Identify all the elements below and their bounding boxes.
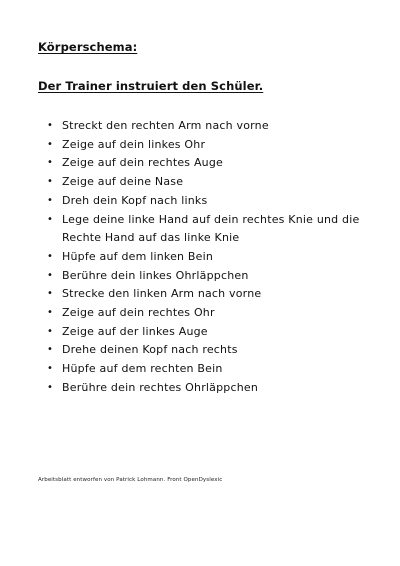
page-title: Körperschema: <box>38 40 138 54</box>
list-item <box>0 267 400 286</box>
list-item-text: Streckt den rechten Arm nach vorne <box>62 119 269 132</box>
list-item-text: Zeige auf dein rechtes Ohr <box>62 306 215 320</box>
bullet-icon: • <box>47 363 54 375</box>
list-item-text: Dreh dein Kopf nach links <box>62 193 208 207</box>
list-item <box>0 211 400 248</box>
list-item <box>0 304 400 323</box>
list-item <box>0 192 400 211</box>
bullet-icon: • <box>47 120 54 131</box>
list-item <box>0 360 400 379</box>
list-item-text: Hüpfe auf dem rechten Bein <box>62 362 223 376</box>
bullet-icon: • <box>47 307 54 319</box>
bullet-icon: • <box>47 325 54 337</box>
list-item-text: Zeige auf der linkes Auge <box>62 324 208 338</box>
list-item-text: Lege deine linke Hand auf dein rechtes Knie und die <box>62 212 360 226</box>
list-item-text: Zeige auf deine Nase <box>62 175 184 189</box>
list-item <box>0 323 400 342</box>
list-item <box>0 379 400 398</box>
list-item <box>0 248 400 267</box>
bullet-icon: • <box>47 381 54 393</box>
list-item-text: Rechte Hand auf das linke Knie <box>62 231 240 245</box>
list-item <box>0 117 400 136</box>
list-item <box>0 154 400 173</box>
list-item-text: Berühre dein rechtes Ohrläppchen <box>62 380 259 394</box>
bullet-icon: • <box>47 157 54 169</box>
instruction-list <box>0 117 400 398</box>
bullet-icon: • <box>47 213 54 225</box>
list-item-text: Hüpfe auf dem linken Bein <box>62 249 214 263</box>
bullet-icon: • <box>47 344 54 356</box>
bullet-icon: • <box>47 138 54 150</box>
page-subtitle: Der Trainer instruiert den Schüler. <box>38 79 264 93</box>
bullet-icon: • <box>47 176 54 188</box>
footer-credit: Arbeitsblatt entworfen von Patrick Lohmann. Front OpenDyslexic <box>38 477 223 483</box>
list-item <box>0 285 400 304</box>
list-item <box>0 173 400 192</box>
bullet-icon: • <box>47 194 54 206</box>
list-item-text: Zeige auf dein linkes Ohr <box>62 137 206 151</box>
list-item-text: Strecke den linken Arm nach vorne <box>62 287 262 301</box>
list-item <box>0 341 400 360</box>
bullet-icon: • <box>47 250 54 262</box>
list-item-text: Berühre dein linkes Ohrläppchen <box>62 268 249 282</box>
bullet-icon: • <box>47 269 54 281</box>
list-item-text: Drehe deinen Kopf nach rechts <box>62 343 238 357</box>
list-item <box>0 136 400 155</box>
bullet-icon: • <box>47 288 54 300</box>
list-item-text: Zeige auf dein rechtes Auge <box>62 156 223 170</box>
